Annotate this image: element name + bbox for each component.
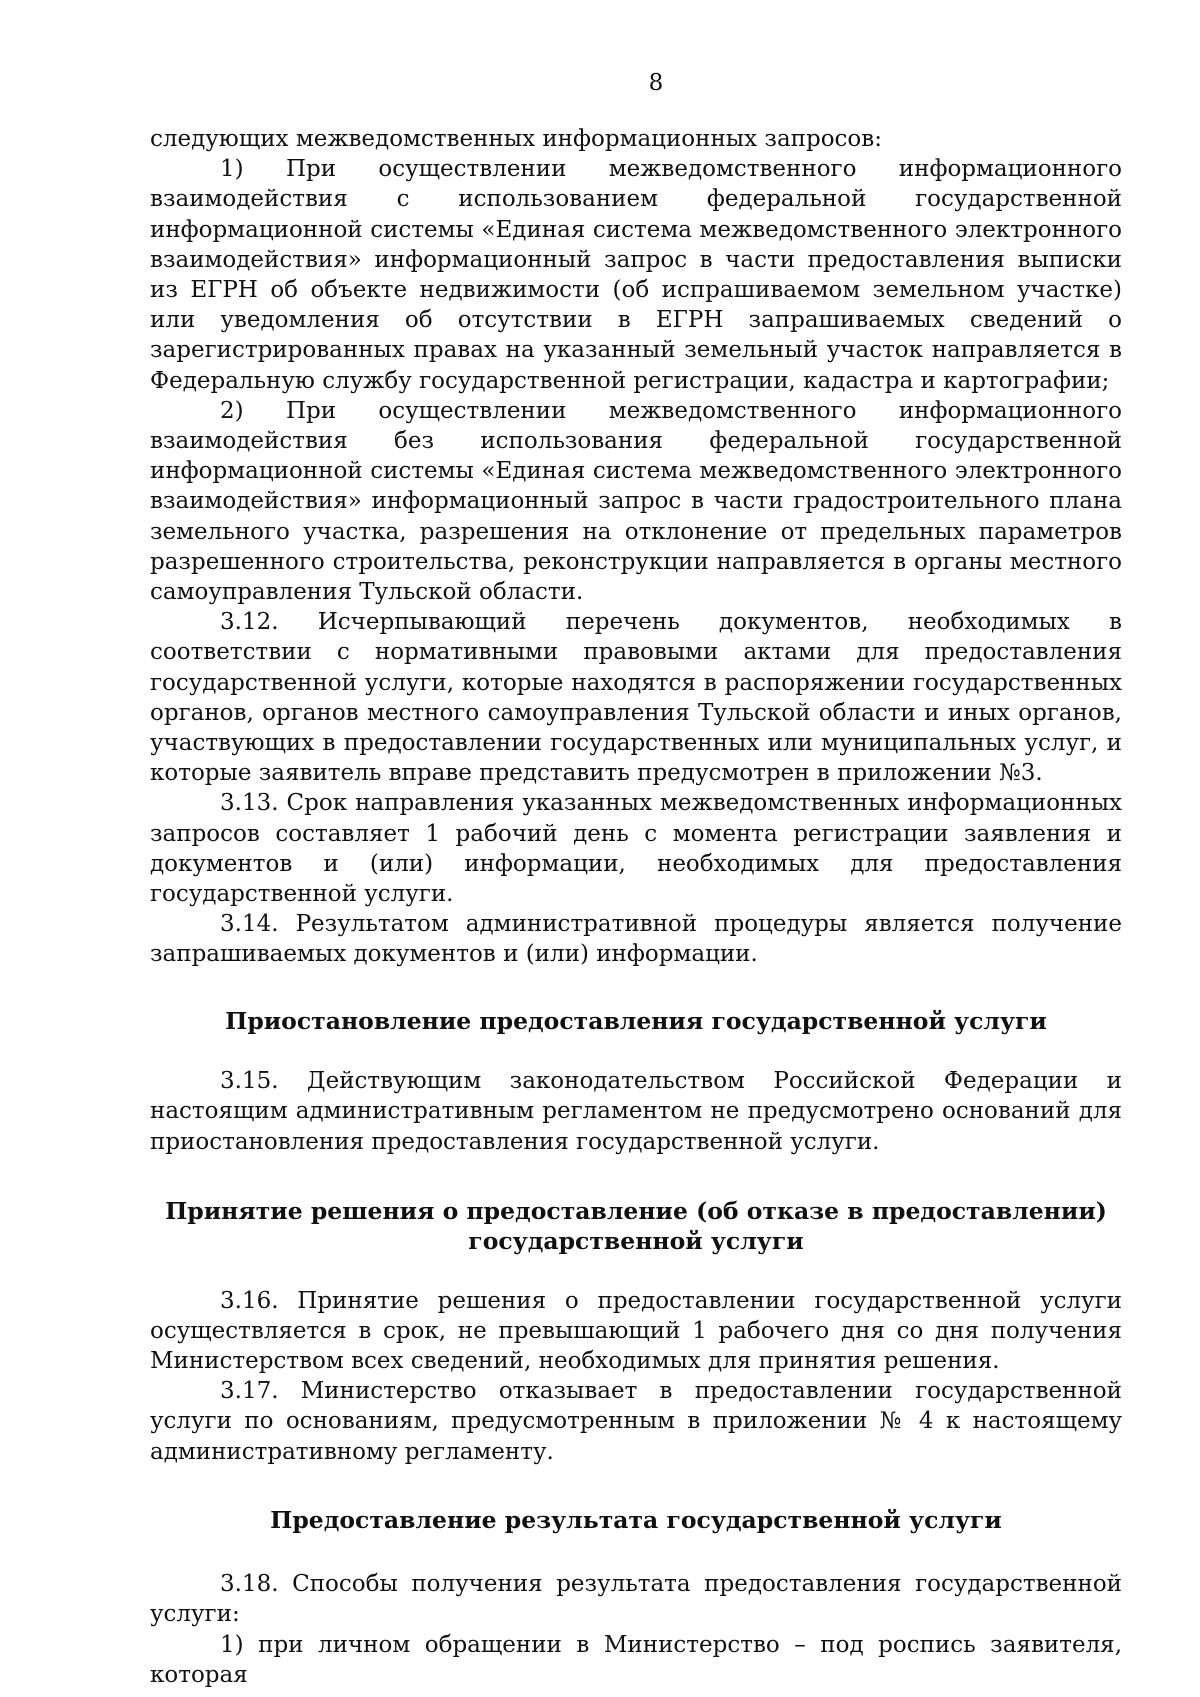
heading-result: Предоставление результата государственной услуги bbox=[270, 1505, 1002, 1534]
paragraph-3-15: 3.15. Действующим законодательством Российской Федерации и настоящим административным регламентом не предусмотрено оснований для приостановления предоставления государственной услуги. bbox=[150, 1068, 1122, 1155]
paragraph-3-18: 3.18. Способы получения результата предоставления государственной услуги: bbox=[150, 1571, 1122, 1628]
intro-text: следующих межведомственных информационных запросов: bbox=[150, 126, 882, 152]
paragraph-item-1: 1) При осуществлении межведомственного информационного взаимодействия с использованием федеральной государственной информационной системы «Единая система межведомственного электронного взаимодействия» информационный запрос в части предоставления выписки из ЕГРН об объекте недвижимости (об испрашиваемом земельном участке) или уведомления об отсутствии в ЕГРН запрашиваемых сведений о зарегистрированных правах на указанный земельный участок направляется в Федеральную службу государственной регистрации, кадастра и картографии; bbox=[150, 156, 1122, 394]
paragraph-3-16: 3.16. Принятие решения о предоставлении государственной услуги осуществляется в срок, не превышающий 1 рабочего дня со дня получения Министерством всех сведений, необходимых для принятия решения. bbox=[150, 1287, 1122, 1374]
paragraph-3-17: 3.17. Министерство отказывает в предоставлении государственной услуги по основаниям, предусмотренным в приложении № 4 к настоящему административному регламенту. bbox=[150, 1378, 1122, 1465]
paragraph-item-2: 2) При осуществлении межведомственного информационного взаимодействия без использования федеральной государственной информационной системы «Единая система межведомственного электронного взаимодействия» информационный запрос в части градостроительного плана земельного участка, разрешения на отклонение от предельных параметров разрешенного строительства, реконструкции направляется в органы местного самоуправления Тульской области. bbox=[150, 397, 1122, 606]
paragraph-3-18-item-1: 1) при личном обращении в Министерство – под роспись заявителя, которая bbox=[150, 1631, 1122, 1688]
page-number: 8 bbox=[648, 70, 664, 96]
heading-decision: Принятие решения о предоставление (об отказе в предоставлении) государственной услуги bbox=[165, 1196, 1107, 1256]
heading-suspension: Приостановление предоставления государственной услуги bbox=[225, 1006, 1047, 1035]
paragraph-3-13: 3.13. Срок направления указанных межведомственных информационных запросов составляет 1 рабочий день с момента регистрации заявления и документов и (или) информации, необходимых для предоставления государственной услуги. bbox=[150, 790, 1122, 908]
paragraph-3-12: 3.12. Исчерпывающий перечень документов, необходимых в соответствии с нормативными правовыми актами для предоставления государственной услуги, которые находятся в распоряжении государственных органов, органов местного самоуправления Тульской области и иных органов, участвующих в предоставлении государственных или муниципальных услуг, и которые заявитель вправе представить предусмотрен в приложении №3. bbox=[150, 609, 1122, 787]
paragraph-3-14: 3.14. Результатом административной процедуры является получение запрашиваемых документов и (или) информации. bbox=[150, 911, 1122, 968]
